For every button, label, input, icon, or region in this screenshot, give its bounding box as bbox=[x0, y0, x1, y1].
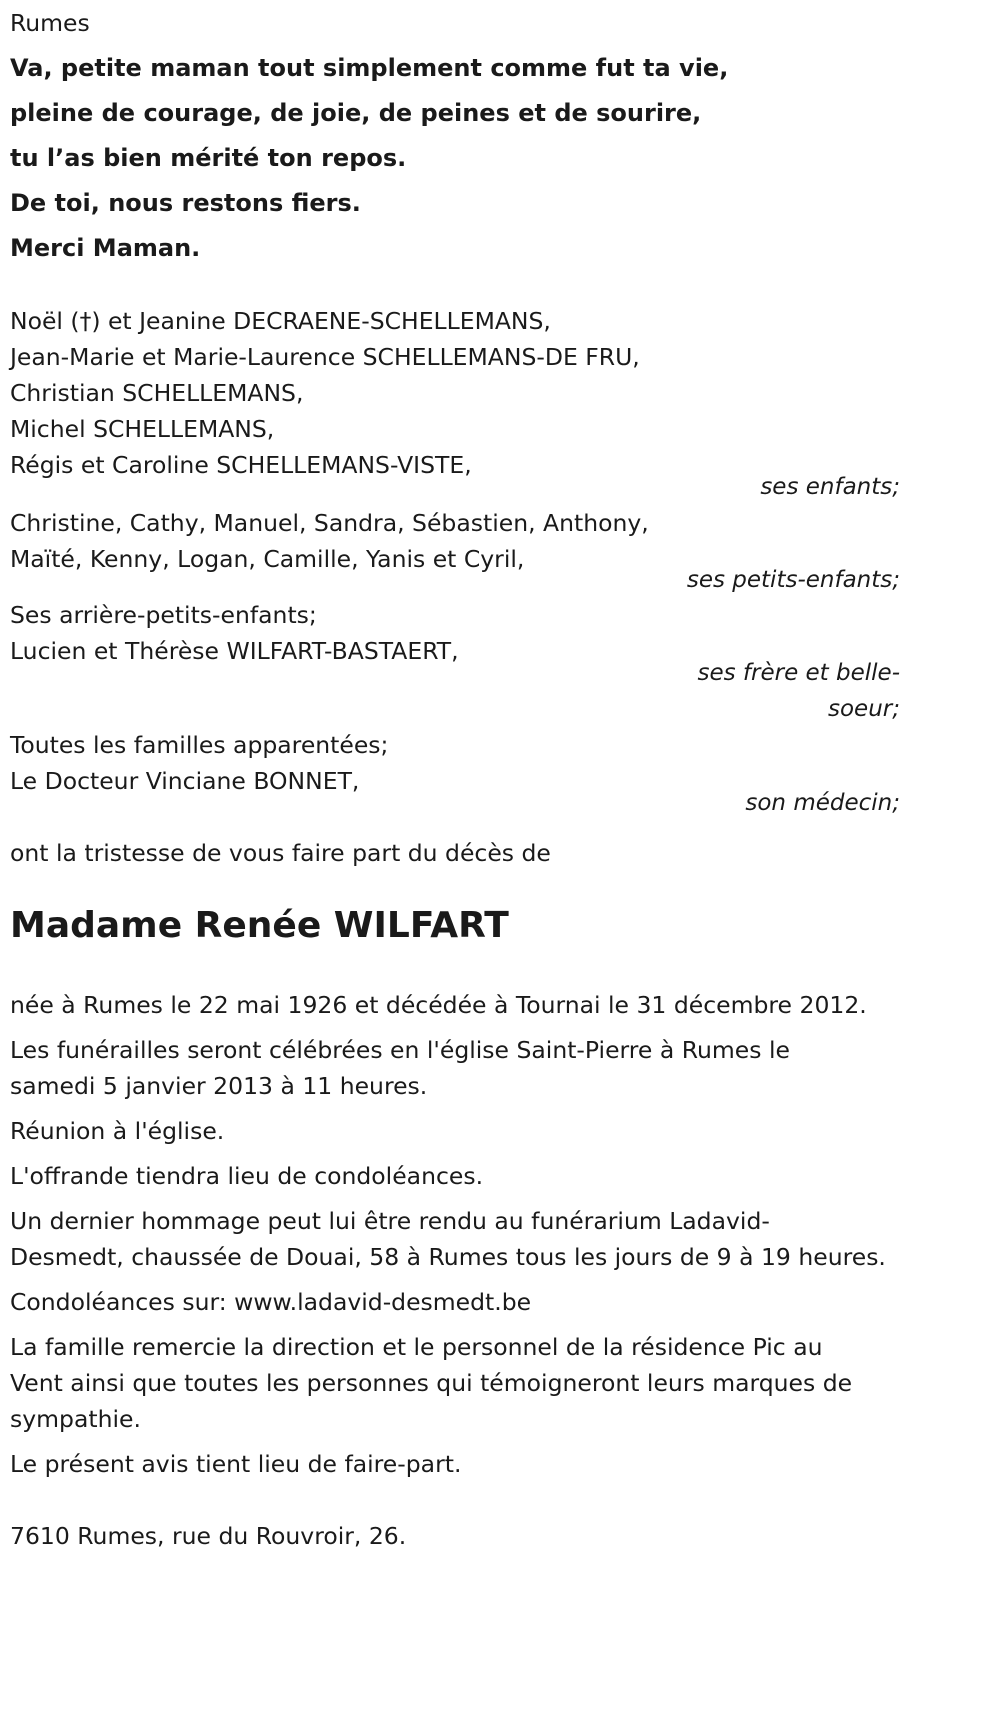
poem-line: pleine de courage, de joie, de peines et de sourire, bbox=[10, 99, 702, 127]
families-entry: Toutes les familles apparentées; bbox=[10, 731, 389, 759]
child-entry: Michel SCHELLEMANS, bbox=[10, 415, 275, 443]
poem-line: tu l’as bien mérité ton repos. bbox=[10, 144, 407, 172]
siblings-role: soeur; bbox=[828, 696, 900, 722]
grandchildren-entry: Christine, Cathy, Manuel, Sandra, Sébastien, Anthony, bbox=[10, 509, 649, 537]
detail-line: L'offrande tiendra lieu de condoléances. bbox=[10, 1162, 484, 1190]
children-role: ses enfants; bbox=[760, 474, 900, 500]
child-entry: Régis et Caroline SCHELLEMANS-VISTE, bbox=[10, 451, 472, 479]
address: 7610 Rumes, rue du Rouvroir, 26. bbox=[10, 1522, 407, 1550]
doctor-role: son médecin; bbox=[745, 790, 900, 816]
siblings-entry: Lucien et Thérèse WILFART-BASTAERT, bbox=[10, 637, 459, 665]
condolences-link: Condoléances sur: www.ladavid-desmedt.be bbox=[10, 1288, 532, 1316]
announcement: ont la tristesse de vous faire part du décès de bbox=[10, 839, 551, 867]
detail-line: Les funérailles seront célébrées en l'église Saint-Pierre à Rumes le bbox=[10, 1036, 790, 1064]
detail-line: Vent ainsi que toutes les personnes qui témoigneront leurs marques de bbox=[10, 1369, 853, 1397]
grandchildren-entry: Maïté, Kenny, Logan, Camille, Yanis et Cyril, bbox=[10, 545, 525, 573]
detail-line: Un dernier hommage peut lui être rendu au funérarium Ladavid- bbox=[10, 1207, 770, 1235]
child-entry: Christian SCHELLEMANS, bbox=[10, 379, 304, 407]
poem-line: Va, petite maman tout simplement comme fut ta vie, bbox=[10, 54, 729, 82]
poem-line: Merci Maman. bbox=[10, 234, 201, 262]
detail-line: samedi 5 janvier 2013 à 11 heures. bbox=[10, 1072, 428, 1100]
deceased-name: Madame Renée WILFART bbox=[10, 905, 509, 946]
detail-line: Desmedt, chaussée de Douai, 58 à Rumes tous les jours de 9 à 19 heures. bbox=[10, 1243, 886, 1271]
detail-line: Réunion à l'église. bbox=[10, 1117, 225, 1145]
siblings-role: ses frère et belle- bbox=[697, 660, 900, 686]
grandchildren-role: ses petits-enfants; bbox=[686, 567, 900, 593]
detail-line: sympathie. bbox=[10, 1405, 141, 1433]
great-grandchildren: Ses arrière-petits-enfants; bbox=[10, 601, 317, 629]
child-entry: Noël (†) et Jeanine DECRAENE-SCHELLEMANS, bbox=[10, 307, 551, 335]
poem-line: De toi, nous restons fiers. bbox=[10, 189, 361, 217]
detail-line: La famille remercie la direction et le personnel de la résidence Pic au bbox=[10, 1333, 823, 1361]
detail-line: Le présent avis tient lieu de faire-part. bbox=[10, 1450, 462, 1478]
doctor-entry: Le Docteur Vinciane BONNET, bbox=[10, 767, 360, 795]
child-entry: Jean-Marie et Marie-Laurence SCHELLEMANS-DE FRU, bbox=[10, 343, 640, 371]
detail-line: née à Rumes le 22 mai 1926 et décédée à Tournai le 31 décembre 2012. bbox=[10, 991, 867, 1019]
locality: Rumes bbox=[10, 9, 90, 37]
